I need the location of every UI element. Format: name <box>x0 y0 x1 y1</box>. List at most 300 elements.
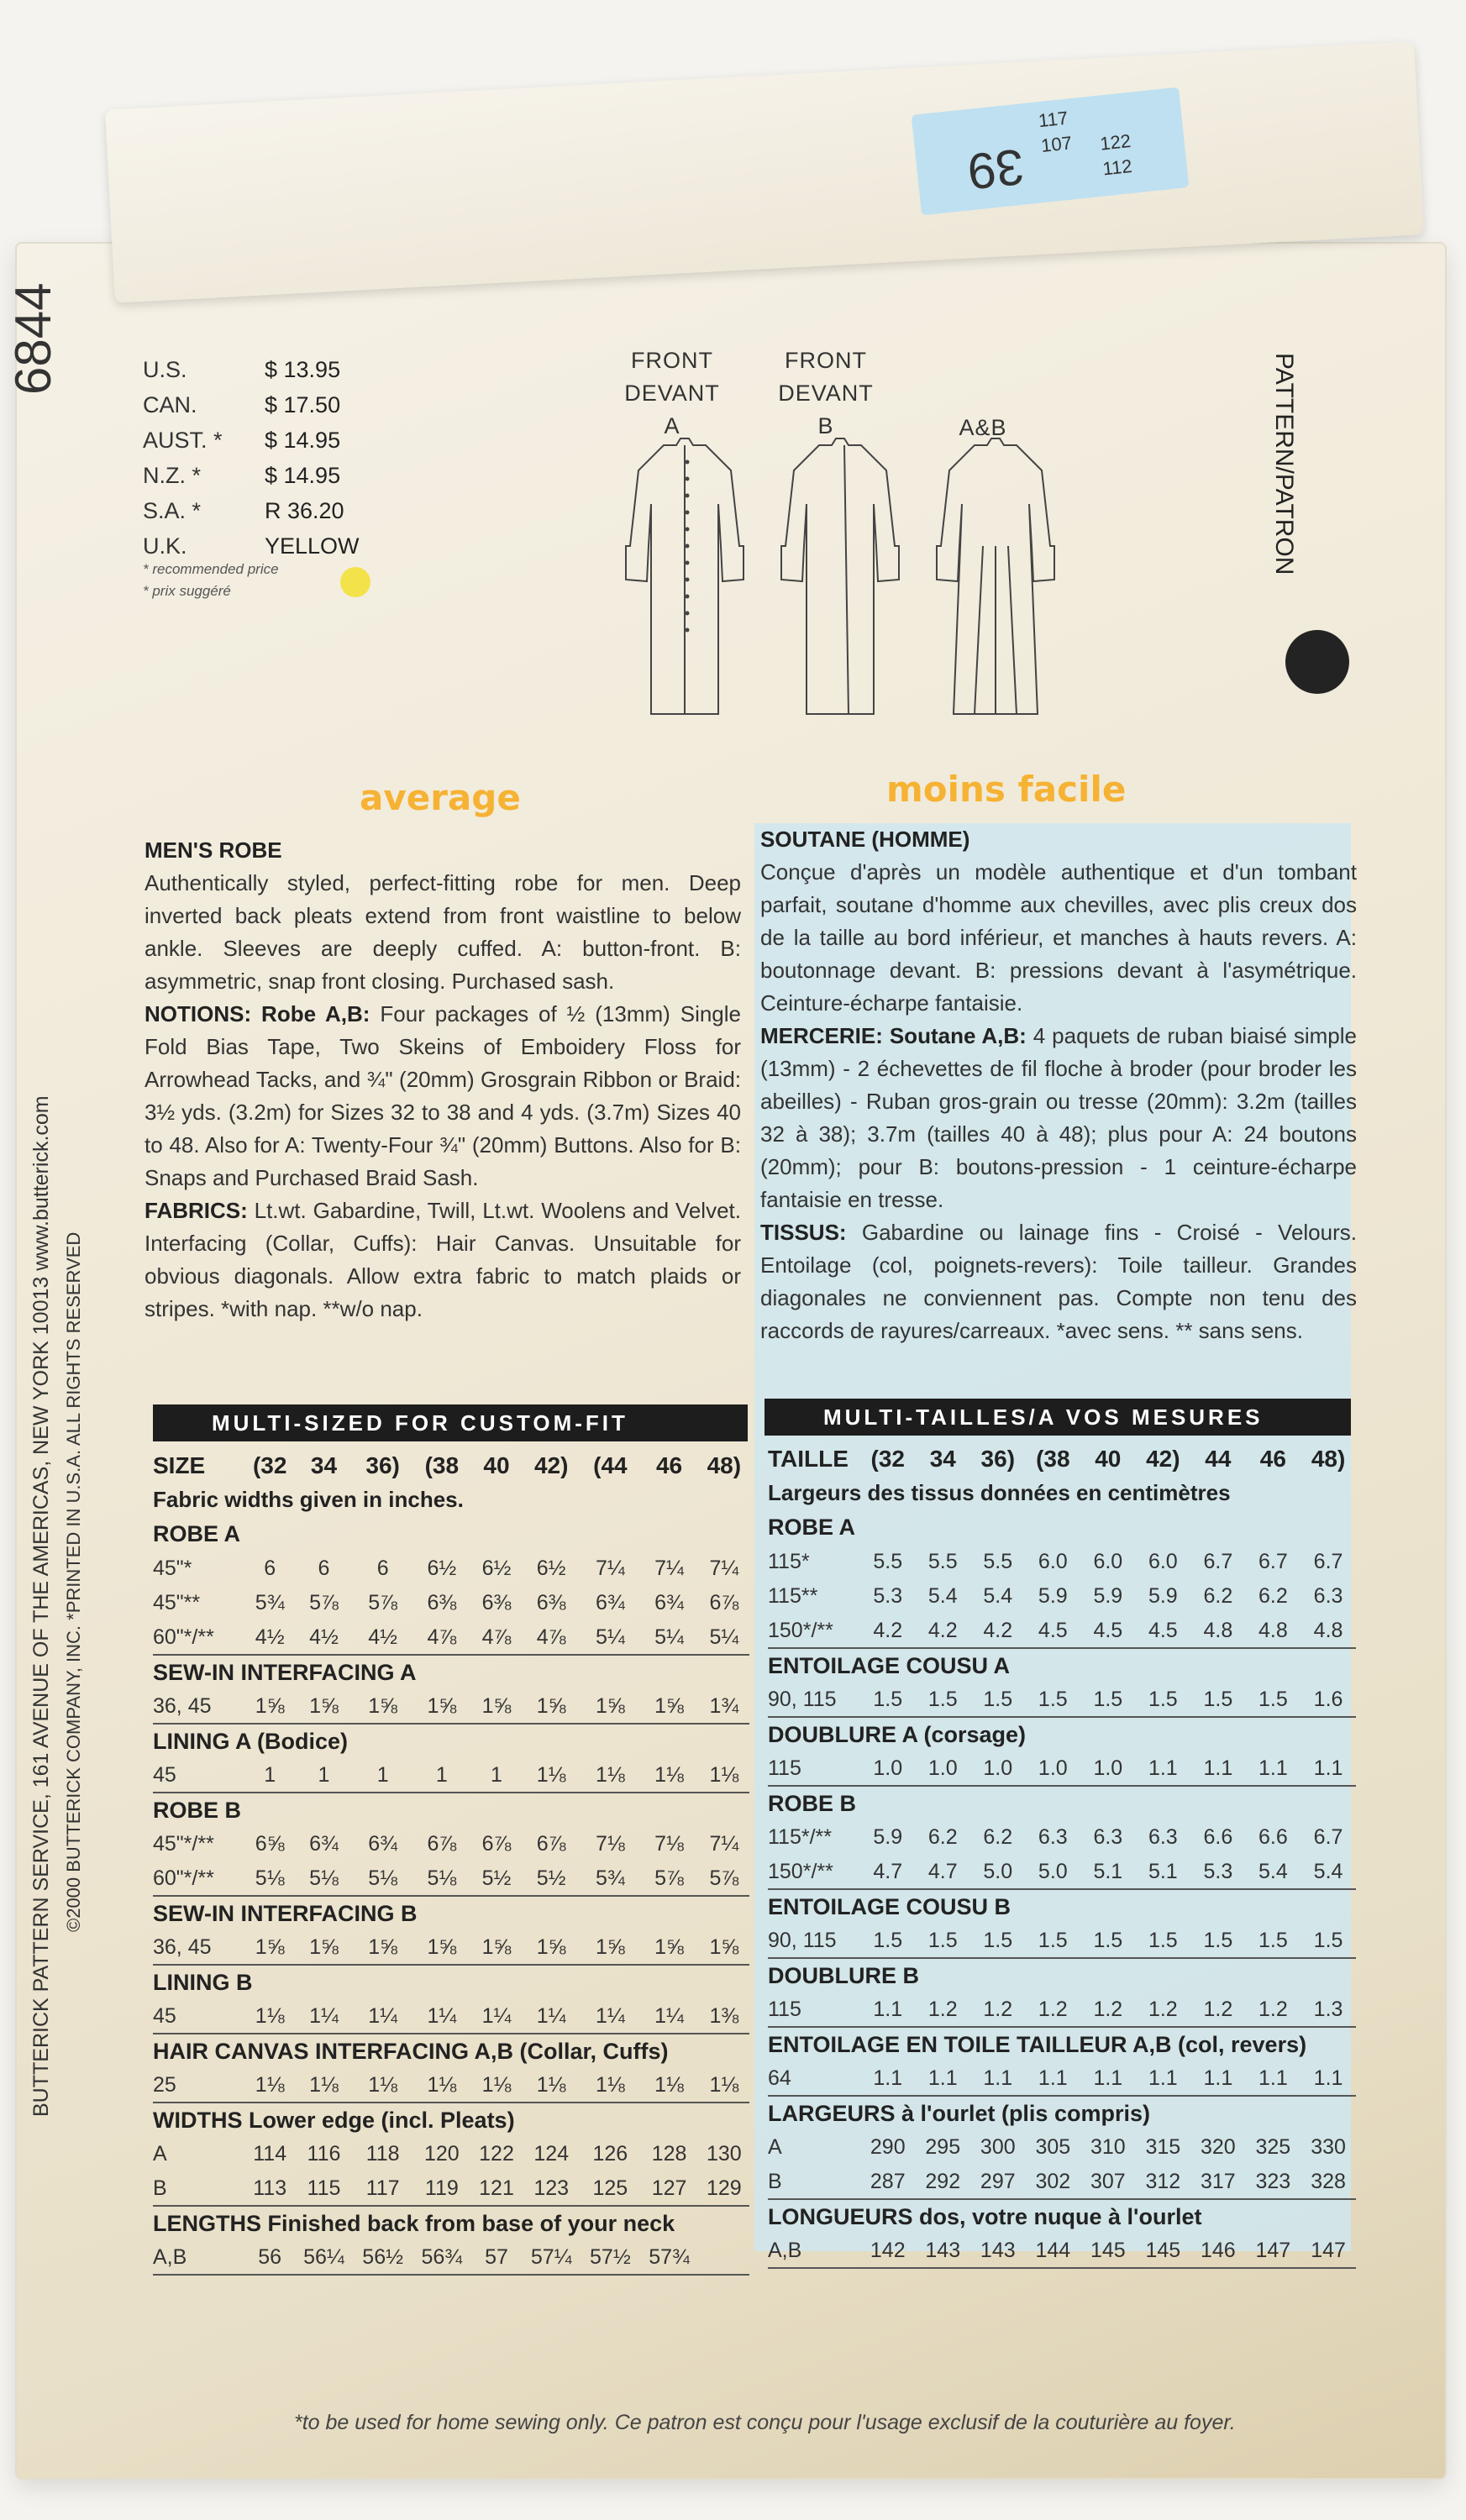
black-sticker-dot <box>1285 630 1349 694</box>
chart-section-name: DOUBLURE A (corsage) <box>768 1721 1027 1747</box>
chart-data-row <box>768 1992 1356 2027</box>
chart-cell: 6.2 <box>927 1825 958 1849</box>
chart-cell: 1¼ <box>471 1999 522 2034</box>
chart-note-row <box>768 1476 1356 1510</box>
robe-front-a-drawing <box>626 438 744 714</box>
chart-section-row <box>768 1958 1356 1992</box>
chart-cell: 143 <box>970 2234 1026 2268</box>
chart-cell: 1¼ <box>354 1999 412 2034</box>
chart-cell: 1⅛ <box>581 2068 639 2103</box>
price-country: U.K. <box>143 533 187 559</box>
chart-section-name: LINING B <box>153 1969 253 1995</box>
chart-cell: 4½ <box>294 1620 353 1655</box>
chart-cell: 6⅞ <box>427 1832 457 1856</box>
chart-cell: 5.4 <box>1246 1855 1301 1889</box>
chart-cell: 1⅛ <box>522 1758 581 1793</box>
chart-cell: 4.2 <box>970 1614 1026 1648</box>
chart-cell: 1⅝ <box>522 1930 581 1965</box>
chart-section-name: HAIR CANVAS INTERFACING A,B (Collar, Cuffs) <box>153 2038 669 2064</box>
chart-cell: 1.5 <box>1136 1683 1191 1717</box>
chart-data-row <box>153 1758 749 1793</box>
chart-cell: 302 <box>1026 2165 1081 2199</box>
chart-cell: 121 <box>471 2171 522 2206</box>
price-note: * prix suggéré <box>143 583 231 599</box>
chart-cell: 5.9 <box>1148 1584 1178 1608</box>
chart-cell: 1⅝ <box>294 1930 353 1965</box>
french-description <box>760 823 1357 1347</box>
chart-cell: 113 <box>245 2171 294 2206</box>
chart-section-row <box>768 2096 1356 2130</box>
price-amount: $ 14.95 <box>265 428 341 453</box>
chart-cell: 325 <box>1255 2135 1291 2159</box>
price-row <box>143 357 340 383</box>
chart-cell: 5.5 <box>927 1550 958 1573</box>
mercerie-text: 4 paquets de ruban biaisé simple (13mm) - 2 échevettes de fil floche à broder (pour broder les abeilles) - Ruban gros-grain ou tresse (20mm): 3.2m (tailles 32 à 38); 3.7m (tailles 40 à 48); plus pour A: 24 boutons (20mm); pour B: boutons-pression - 1 ceinture-écharpe fantaisie en tresse. <box>760 1023 1357 1212</box>
chart-cell: 6.0 <box>1148 1550 1178 1573</box>
chart-row-label: 60"*/** <box>153 1620 245 1655</box>
chart-cell: 1.1 <box>1246 2061 1301 2096</box>
chart-cell: 1¼ <box>294 1999 353 2034</box>
chart-cell: 56¼ <box>294 2240 353 2275</box>
chart-cell: 1⅝ <box>581 1930 639 1965</box>
chart-section-name: WIDTHS Lower edge (incl. Pleats) <box>153 2107 515 2133</box>
chart-data-row <box>153 1827 749 1861</box>
chart-cell: 6.2 <box>983 1825 1013 1849</box>
chart-cell: 7⅛ <box>654 1832 684 1856</box>
chart-section-name: ROBE B <box>768 1790 857 1816</box>
chart-cell: 1.1 <box>1136 2061 1191 2096</box>
chart-section-name: ENTOILAGE EN TOILE TAILLEUR A,B (col, revers) <box>768 2031 1307 2057</box>
chart-cell: 1.5 <box>916 1683 971 1717</box>
chart-cell: 7¼ <box>654 1557 684 1580</box>
chart-cell: 4.8 <box>1190 1614 1246 1648</box>
size-value: 48) <box>707 1452 742 1478</box>
chart-cell: 317 <box>1190 2165 1246 2199</box>
chart-data-row <box>768 2165 1356 2199</box>
chart-cell: 1.0 <box>916 1751 971 1786</box>
chart-cell: 144 <box>1026 2234 1081 2268</box>
chart-cell: 4.7 <box>860 1855 916 1889</box>
chart-cell: 4.8 <box>1246 1614 1301 1648</box>
size-value: (32 <box>252 1452 287 1478</box>
french-notions <box>760 1020 1357 1216</box>
english-notions <box>144 998 741 1194</box>
size-value: 44 <box>1205 1445 1232 1472</box>
chart-cell: 1⅝ <box>245 1689 294 1724</box>
chart-cell: 1⅛ <box>699 1758 749 1793</box>
chart-cell: 143 <box>916 2234 971 2268</box>
tissus-text: Gabardine ou lainage fins - Croisé - Velours. Entoilage (col, poignets-revers): Toile tailleur. Grandes diagonales ne conviennent pas. Compte non tenu des raccords de rayures/carreaux. *avec sens. ** sans sens. <box>760 1220 1357 1343</box>
chart-section-row <box>153 2034 749 2068</box>
chart-cell: 290 <box>870 2135 906 2159</box>
chart-cell: 328 <box>1300 2165 1356 2199</box>
chart-cell: 57¼ <box>522 2240 581 2275</box>
chart-cell: 5.9 <box>1093 1584 1123 1608</box>
size-value: (44 <box>593 1452 628 1478</box>
chart-cell: 6.3 <box>1313 1584 1343 1608</box>
chart-row-label: 90, 115 <box>768 1924 860 1958</box>
view-label-line: FRONT <box>785 348 867 373</box>
chart-cell: 1.5 <box>860 1683 916 1717</box>
chart-cell: 6.7 <box>1313 1550 1343 1573</box>
price-row <box>143 498 344 524</box>
price-country: N.Z. * <box>143 463 202 488</box>
flap-number: 112 <box>1101 155 1133 180</box>
chart-cell: 6.0 <box>1093 1550 1123 1573</box>
price-note: * recommended price <box>143 561 279 577</box>
notions-text: Four packages of ½ (13mm) Single Fold Bias Tape, Two Skeins of Emboidery Floss for Arrowhead Tacks, and ¾" (20mm) Grosgrain Ribbon or Braid: 3½ yds. (3.2m) for Sizes 32 to 38 and 4 yds. (3.7m) Sizes 40 to 48. Also for A: Twenty-Four ¾" (20mm) Buttons. Also for B: Snaps and Purchased Braid Sash. <box>144 1001 742 1190</box>
chart-cell: 297 <box>970 2165 1026 2199</box>
chart-section-row <box>153 1896 749 1930</box>
chart-cell: 1.1 <box>1190 2061 1246 2096</box>
chart-section-row <box>153 1965 749 1999</box>
chart-cell: 5.5 <box>983 1550 1013 1573</box>
chart-row-label: 36, 45 <box>153 1930 245 1965</box>
chart-section-name: ENTOILAGE COUSU B <box>768 1893 1011 1919</box>
chart-cell: 1.1 <box>860 2061 916 2096</box>
price-country: S.A. * <box>143 498 202 523</box>
chart-row-label: 115 <box>768 1751 860 1786</box>
chart-data-row <box>153 1586 749 1620</box>
chart-cell: 142 <box>860 2234 916 2268</box>
chart-cell: 1.0 <box>970 1751 1026 1786</box>
chart-section-row <box>768 1510 1356 1545</box>
chart-cell: 6½ <box>481 1557 512 1580</box>
chart-section-name: ROBE B <box>153 1797 242 1823</box>
chart-data-row <box>153 1689 749 1724</box>
chart-cell: 1⅛ <box>471 2068 522 2103</box>
chart-cell: 5⅞ <box>699 1861 749 1896</box>
chart-cell: 1.2 <box>916 1992 971 2027</box>
chart-cell: 119 <box>412 2171 471 2206</box>
difficulty-fr: moins facile <box>886 769 1127 810</box>
chart-cell: 1¼ <box>522 1999 581 2034</box>
robe-front-b-drawing <box>781 438 899 714</box>
chart-cell: 1.3 <box>1300 1992 1356 2027</box>
chart-cell: 5½ <box>522 1861 581 1896</box>
chart-section-row <box>768 1717 1356 1751</box>
chart-cell: 1.1 <box>1026 2061 1081 2096</box>
chart-cell: 127 <box>639 2171 698 2206</box>
price-amount: $ 14.95 <box>265 463 341 488</box>
chart-cell: 1⅛ <box>581 1758 639 1793</box>
chart-cell: 1 <box>471 1758 522 1793</box>
chart-cell: 310 <box>1090 2135 1126 2159</box>
english-title: MEN'S ROBE <box>144 837 282 863</box>
chart-cell: 56 <box>245 2240 294 2275</box>
chart-cell: 5¼ <box>699 1620 749 1655</box>
chart-cell: 1.5 <box>1080 1683 1136 1717</box>
multi-tailles-bar: MULTI-TAILLES/A VOS MESURES <box>765 1399 1351 1436</box>
chart-note: Largeurs des tissus données en centimètres <box>768 1480 1231 1505</box>
chart-section-row <box>153 2103 749 2137</box>
chart-cell: 1⅛ <box>522 2068 581 2103</box>
chart-cell: 1.5 <box>1190 1924 1246 1958</box>
english-description <box>144 834 741 1326</box>
chart-section-name: LARGEURS à l'ourlet (plis compris) <box>768 2100 1150 2126</box>
chart-data-row <box>768 2234 1356 2268</box>
chart-cell: 116 <box>307 2142 341 2166</box>
pattern-number-vertical: 6844 <box>5 282 61 395</box>
chart-cell: 1 <box>245 1758 294 1793</box>
chart-cell: 1⅝ <box>294 1689 353 1724</box>
chart-cell: 1 <box>294 1758 353 1793</box>
chart-data-row <box>768 1751 1356 1786</box>
chart-cell: 1⅝ <box>639 1689 698 1724</box>
chart-section-row <box>768 1786 1356 1820</box>
chart-cell: 1.1 <box>1136 1751 1191 1786</box>
chart-cell: 6⅜ <box>536 1591 566 1614</box>
chart-cell: 295 <box>925 2135 961 2159</box>
chart-cell: 145 <box>1136 2234 1191 2268</box>
size-value: (32 <box>870 1445 905 1472</box>
chart-section-row <box>153 1517 749 1551</box>
chart-cell: 5⅞ <box>309 1591 339 1614</box>
chart-row-label: 115** <box>768 1584 818 1608</box>
chart-cell: 5.4 <box>983 1584 1013 1608</box>
robe-illustrations <box>605 437 1075 722</box>
chart-cell: 115 <box>294 2171 353 2206</box>
chart-note-row <box>153 1483 749 1517</box>
chart-cell: 1.1 <box>916 2061 971 2096</box>
chart-cell: 5⅛ <box>245 1861 294 1896</box>
chart-cell: 1.1 <box>1300 1751 1356 1786</box>
chart-row-label: 45 <box>153 1758 245 1793</box>
chart-row-label: 150*/** <box>768 1855 860 1889</box>
english-fabrics <box>144 1194 741 1326</box>
chart-cell: 292 <box>916 2165 971 2199</box>
chart-cell: 57¾ <box>639 2240 698 2275</box>
chart-row-label: B <box>768 2165 860 2199</box>
chart-cell: 6¾ <box>368 1832 398 1856</box>
view-label-front-b <box>771 344 880 443</box>
chart-section-name: LINING A (Bodice) <box>153 1728 348 1754</box>
chart-data-row <box>768 2061 1356 2096</box>
chart-cell: 4.5 <box>1026 1614 1081 1648</box>
view-label-line: A <box>664 413 680 439</box>
price-country: AUST. * <box>143 428 223 453</box>
view-label-line: DEVANT <box>624 381 720 407</box>
view-label-line: B <box>817 413 834 439</box>
fabrics-text: Lt.wt. Gabardine, Twill, Lt.wt. Woolens and Velvet. Interfacing (Collar, Cuffs): Hair Canvas. Unsuitable for obvious diagonals. Allow extra fabric to match plaids or stripes. *with nap. **w/o nap. <box>144 1198 741 1321</box>
chart-cell: 114 <box>253 2142 287 2166</box>
price-amount: YELLOW <box>265 533 360 559</box>
chart-row-label: 115*/** <box>768 1825 832 1849</box>
chart-data-row <box>768 1924 1356 1958</box>
flap-number: 122 <box>1099 129 1132 155</box>
chart-row-label: 115 <box>768 1992 860 2027</box>
chart-section-name: LONGUEURS dos, votre nuque à l'ourlet <box>768 2203 1202 2229</box>
price-country: CAN. <box>143 392 197 417</box>
chart-section-row <box>768 1648 1356 1683</box>
chart-section-row <box>153 1793 749 1827</box>
chart-cell: 6.2 <box>1203 1584 1233 1608</box>
chart-cell: 5½ <box>471 1861 522 1896</box>
chart-cell: 5¾ <box>581 1861 639 1896</box>
chart-row-label: B <box>153 2171 245 2206</box>
chart-cell: 57 <box>471 2240 522 2275</box>
chart-cell: 57½ <box>581 2240 639 2275</box>
chart-row-label: A,B <box>153 2240 245 2275</box>
pattern-patron-vertical: PATTERN/PATRON <box>1270 353 1298 575</box>
chart-cell: 1.0 <box>860 1751 916 1786</box>
chart-cell: 1.5 <box>1080 1924 1136 1958</box>
chart-row-label: A <box>768 2135 782 2159</box>
multi-sized-bar: MULTI-SIZED FOR CUSTOM-FIT <box>153 1404 748 1441</box>
chart-cell: 1.2 <box>1190 1992 1246 2027</box>
chart-cell: 6.3 <box>1093 1825 1123 1849</box>
chart-cell: 6⅞ <box>709 1591 739 1614</box>
chart-cell: 1.1 <box>1246 1751 1301 1786</box>
chart-section-name: LENGTHS Finished back from base of your neck <box>153 2210 675 2236</box>
size-label: TAILLE <box>768 1445 849 1472</box>
chart-cell: 1.1 <box>860 1992 916 2027</box>
chart-cell: 5⅞ <box>639 1861 698 1896</box>
chart-row-label: 36, 45 <box>153 1689 245 1724</box>
chart-cell: 5.0 <box>970 1855 1026 1889</box>
chart-cell: 1⅛ <box>412 2068 471 2103</box>
chart-cell: 1¼ <box>581 1999 639 2034</box>
size-value: 42) <box>533 1452 569 1478</box>
view-label-line: DEVANT <box>778 381 874 407</box>
chart-cell: 129 <box>699 2171 749 2206</box>
price-amount: R 36.20 <box>265 498 344 523</box>
chart-cell: 1⅛ <box>699 2068 749 2103</box>
price-row <box>143 533 360 559</box>
fabrics-label: FABRICS: <box>144 1198 248 1223</box>
price-country: U.S. <box>143 357 187 382</box>
chart-cell: 1.0 <box>1026 1751 1081 1786</box>
chart-data-row <box>768 1614 1356 1648</box>
french-fabrics <box>760 1216 1357 1347</box>
copyright-vertical: ©2000 BUTTERICK COMPANY, INC. *PRINTED IN U.S.A. ALL RIGHTS RESERVED <box>63 1231 84 1932</box>
notions-label: NOTIONS: Robe A,B: <box>144 1001 370 1026</box>
tissus-label: TISSUS: <box>760 1220 847 1245</box>
chart-cell: 1⅝ <box>354 1689 412 1724</box>
chart-cell: 1.1 <box>1080 2061 1136 2096</box>
chart-cell: 330 <box>1311 2135 1346 2159</box>
size-value: 40 <box>483 1452 510 1478</box>
chart-cell: 6⅞ <box>481 1832 512 1856</box>
difficulty-en: average <box>360 777 521 818</box>
chart-section-row <box>768 2199 1356 2234</box>
chart-cell: 1.1 <box>970 2061 1026 2096</box>
chart-cell: 7¼ <box>709 1832 739 1856</box>
chart-row-label: 115* <box>768 1550 810 1573</box>
chart-cell: 126 <box>592 2142 628 2166</box>
chart-data-row <box>768 2130 1356 2165</box>
chart-cell: 1⅜ <box>699 1999 749 2034</box>
chart-cell: 1.1 <box>1300 2061 1356 2096</box>
chart-cell: 5.1 <box>1136 1855 1191 1889</box>
chart-cell: 4.8 <box>1300 1614 1356 1648</box>
view-label-line: FRONT <box>631 348 713 373</box>
yardage-chart-en <box>153 1448 749 2276</box>
size-value: 36) <box>365 1452 400 1478</box>
size-row <box>768 1441 1356 1476</box>
chart-cell: 1⅝ <box>354 1930 412 1965</box>
chart-cell: 1.5 <box>1026 1924 1081 1958</box>
chart-cell: 4.7 <box>916 1855 971 1889</box>
chart-cell: 4.2 <box>916 1614 971 1648</box>
chart-data-row <box>153 1861 749 1896</box>
chart-cell: 4½ <box>354 1620 412 1655</box>
chart-cell: 130 <box>706 2142 742 2166</box>
price-amount: $ 17.50 <box>265 392 341 417</box>
flap-number: 107 <box>1039 132 1074 157</box>
chart-cell: 1¾ <box>699 1689 749 1724</box>
chart-cell: 6 <box>264 1557 276 1580</box>
chart-section-name: SEW-IN INTERFACING A <box>153 1659 417 1685</box>
chart-cell: 1⅝ <box>471 1930 522 1965</box>
price-row <box>143 392 340 418</box>
chart-cell: 1⅝ <box>412 1930 471 1965</box>
chart-cell: 5.9 <box>1038 1584 1068 1608</box>
chart-row-label: 90, 115 <box>768 1683 860 1717</box>
chart-cell: 1 <box>354 1758 412 1793</box>
chart-cell: 6⅝ <box>255 1832 285 1856</box>
chart-data-row <box>153 1620 749 1655</box>
chart-cell: 1⅝ <box>245 1930 294 1965</box>
chart-cell: 5⅛ <box>294 1861 353 1896</box>
chart-cell: 1⅛ <box>245 1999 294 2034</box>
chart-cell: 1.0 <box>1080 1751 1136 1786</box>
size-value: 48) <box>1311 1445 1346 1472</box>
mercerie-label: MERCERIE: Soutane A,B: <box>760 1023 1027 1048</box>
chart-cell: 1⅝ <box>639 1930 698 1965</box>
chart-row-label: 60"*/** <box>153 1861 245 1896</box>
robe-back-ab-drawing <box>937 438 1054 714</box>
chart-cell: 6.2 <box>1258 1584 1288 1608</box>
chart-cell: 6.3 <box>1148 1825 1178 1849</box>
english-desc: Authentically styled, perfect-fitting robe for men. Deep inverted back pleats extend from front waistline to below ankle. Sleeves are deeply cuffed. A: button-front. B: asymmetric, snap front closing. Purchased sash. <box>144 870 741 994</box>
price-row <box>143 428 340 454</box>
chart-cell: 1⅛ <box>245 2068 294 2103</box>
chart-data-row <box>768 1855 1356 1889</box>
chart-data-row <box>768 1820 1356 1855</box>
chart-row-label: 150*/** <box>768 1614 860 1648</box>
chart-cell: 6½ <box>536 1557 566 1580</box>
chart-cell: 5.9 <box>873 1825 903 1849</box>
chart-row-label: 45 <box>153 1999 245 2034</box>
chart-cell: 5.1 <box>1080 1855 1136 1889</box>
size-value: 40 <box>1095 1445 1122 1472</box>
chart-cell: 6⅜ <box>481 1591 512 1614</box>
chart-cell: 320 <box>1200 2135 1236 2159</box>
chart-cell: 128 <box>651 2142 687 2166</box>
french-desc: Conçue d'après un modèle authentique et d'un tombant parfait, soutane d'homme aux chevilles, avec plis creux dos de la taille au bord inférieur, et manches à hauts revers. A: boutonnage devant. B: pressions devant à l'asymétrique. Ceinture-écharpe fantaisie. <box>760 859 1357 1016</box>
flap-number: 117 <box>1037 107 1069 132</box>
chart-cell: 120 <box>423 2142 460 2166</box>
chart-cell: 1.5 <box>970 1924 1026 1958</box>
chart-section-name: DOUBLURE B <box>768 1962 919 1988</box>
size-value: (38 <box>1036 1445 1070 1472</box>
chart-cell: 6.7 <box>1258 1550 1288 1573</box>
chart-row-label: 45"** <box>153 1591 201 1614</box>
chart-cell: 1.6 <box>1300 1683 1356 1717</box>
chart-cell: 1⅝ <box>522 1689 581 1724</box>
chart-row-label: A,B <box>768 2234 860 2268</box>
chart-data-row <box>153 2171 749 2206</box>
chart-cell: 7¼ <box>595 1557 625 1580</box>
chart-cell: 1⅛ <box>639 2068 698 2103</box>
chart-cell: 5¾ <box>255 1591 285 1614</box>
chart-cell: 7⅛ <box>595 1832 625 1856</box>
chart-row-label: A <box>153 2142 167 2166</box>
price-row <box>143 463 340 489</box>
size-value: 34 <box>929 1445 956 1472</box>
chart-cell: 1⅝ <box>581 1689 639 1724</box>
